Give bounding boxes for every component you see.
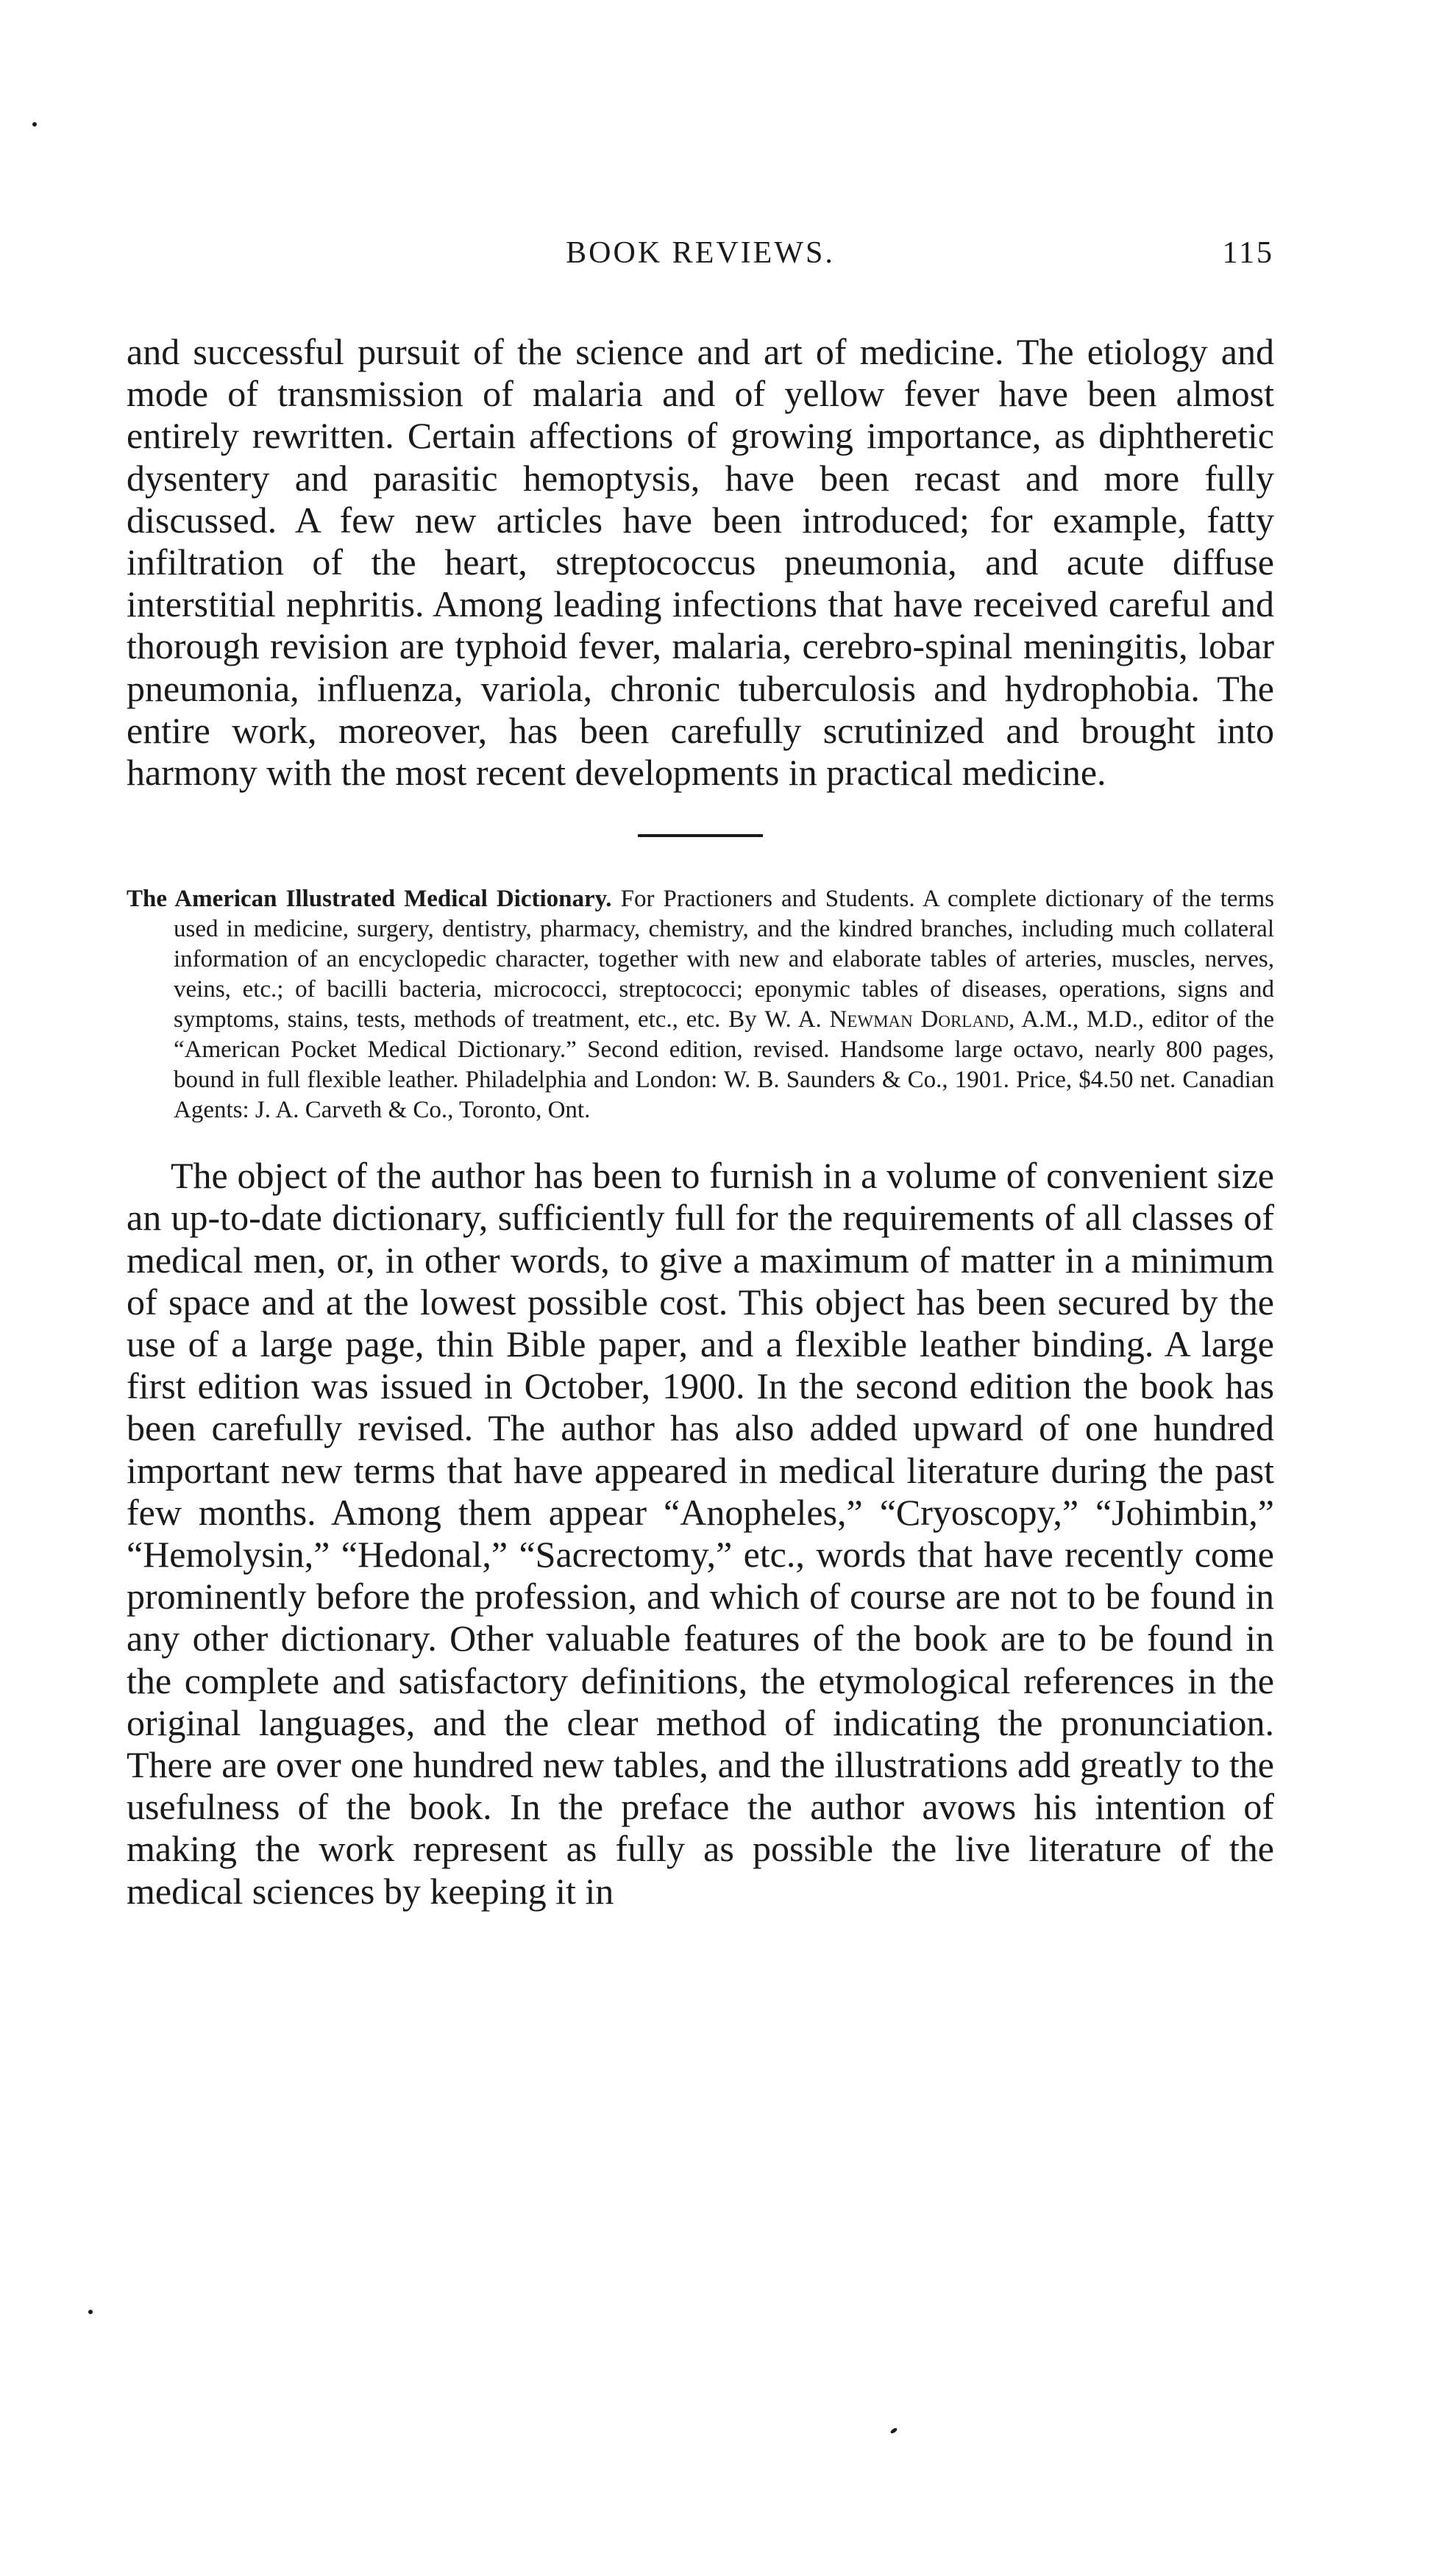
scan-speck xyxy=(889,2427,898,2435)
scan-speck xyxy=(32,122,37,127)
section-divider xyxy=(638,834,763,837)
running-title: BOOK REVIEWS. xyxy=(566,236,835,270)
page-number: 115 xyxy=(1222,236,1274,270)
book-description: For Practioners and Students. A complete dictionary of the terms used in medicine, surgery, dentistry, pharmacy, chemistry, and the kindred branches, including much collateral information of an encyclopedic character, together with new and elaborate tables of arteries, muscles, nerves, veins, etc.; of bacilli bacteria, micrococci, streptococci; eponymic tables of diseases, operations, signs and symptoms, stains, tests, methods of treatment, etc., etc. By xyxy=(174,886,1275,1033)
review-paragraph: The object of the author has been to furnish in a volume of convenient size an up-to-date dictionary, sufficiently full for the requirements of all classes of medical men, or, in other words, to give a maximum of matter in a minimum of space and at the lowest possible cost. This object has been secured by the use of a large page, thin Bible paper, and a flexible leather binding. A large first edition was issued in October, 1900. In the second edition the book has been carefully revised. The author has also added upward of one hundred important new terms that have appeared in medical literature during the past few months. Among them appear “Anopheles,” “Cryoscopy,” “Johimbin,” “Hemolysin,” “Hedonal,” “Sacrectomy,” etc., words that have recently come prominently before the profession, and which of course are not to be found in any other dictionary. Other valuable features of the book are to be found in the complete and satisfactory definitions, the etymological references in the original languages, and the clear method of indicating the pronunciation. There are over one hundred new tables, and the illustrations add greatly to the usefulness of the book. In the preface the author avows his intention of making the work represent as fully as possible the live literature of the medical sciences by keeping it in xyxy=(127,1155,1274,1912)
scan-speck xyxy=(88,2310,93,2314)
continued-paragraph: and successful pursuit of the science and art of medicine. The etiology and mode of transmission of malaria and of yellow fever have been almost entirely rewritten. Certain affections of growing importance, as diphtheretic dysentery and parasitic hemoptysis, have been recast and more fully discussed. A few new articles have been introduced; for example, fatty infiltration of the heart, streptococcus pneumonia, and acute diffuse interstitial nephritis. Among leading infections that have received careful and thorough revision are typhoid fever, malaria, cerebro-spinal meningitis, lobar pneumonia, influenza, variola, chronic tuberculosis and hydrophobia. The entire work, moreover, has been carefully scrutinized and brought into harmony with the most recent developments in practical medicine. xyxy=(127,331,1274,794)
running-head xyxy=(127,235,1274,280)
book-title: The American Illustrated Medical Dictionary. xyxy=(127,886,612,913)
book-notice xyxy=(127,884,1274,1125)
book-publication-details: , A.M., M.D., editor of the “American Pocket Medical Dictionary.” Second edition, revised. Handsome large octavo, nearly 800 pages, bound in full flexible leather. Philadelphia and London: W. B. Saunders & Co., 1901. Price, $4.50 net. Canadian Agents: J. A. Carveth & Co., Toronto, Ont. xyxy=(174,1006,1274,1124)
book-author: W. A. Newman Dorland xyxy=(764,1006,1009,1033)
book-page xyxy=(127,235,1274,1913)
